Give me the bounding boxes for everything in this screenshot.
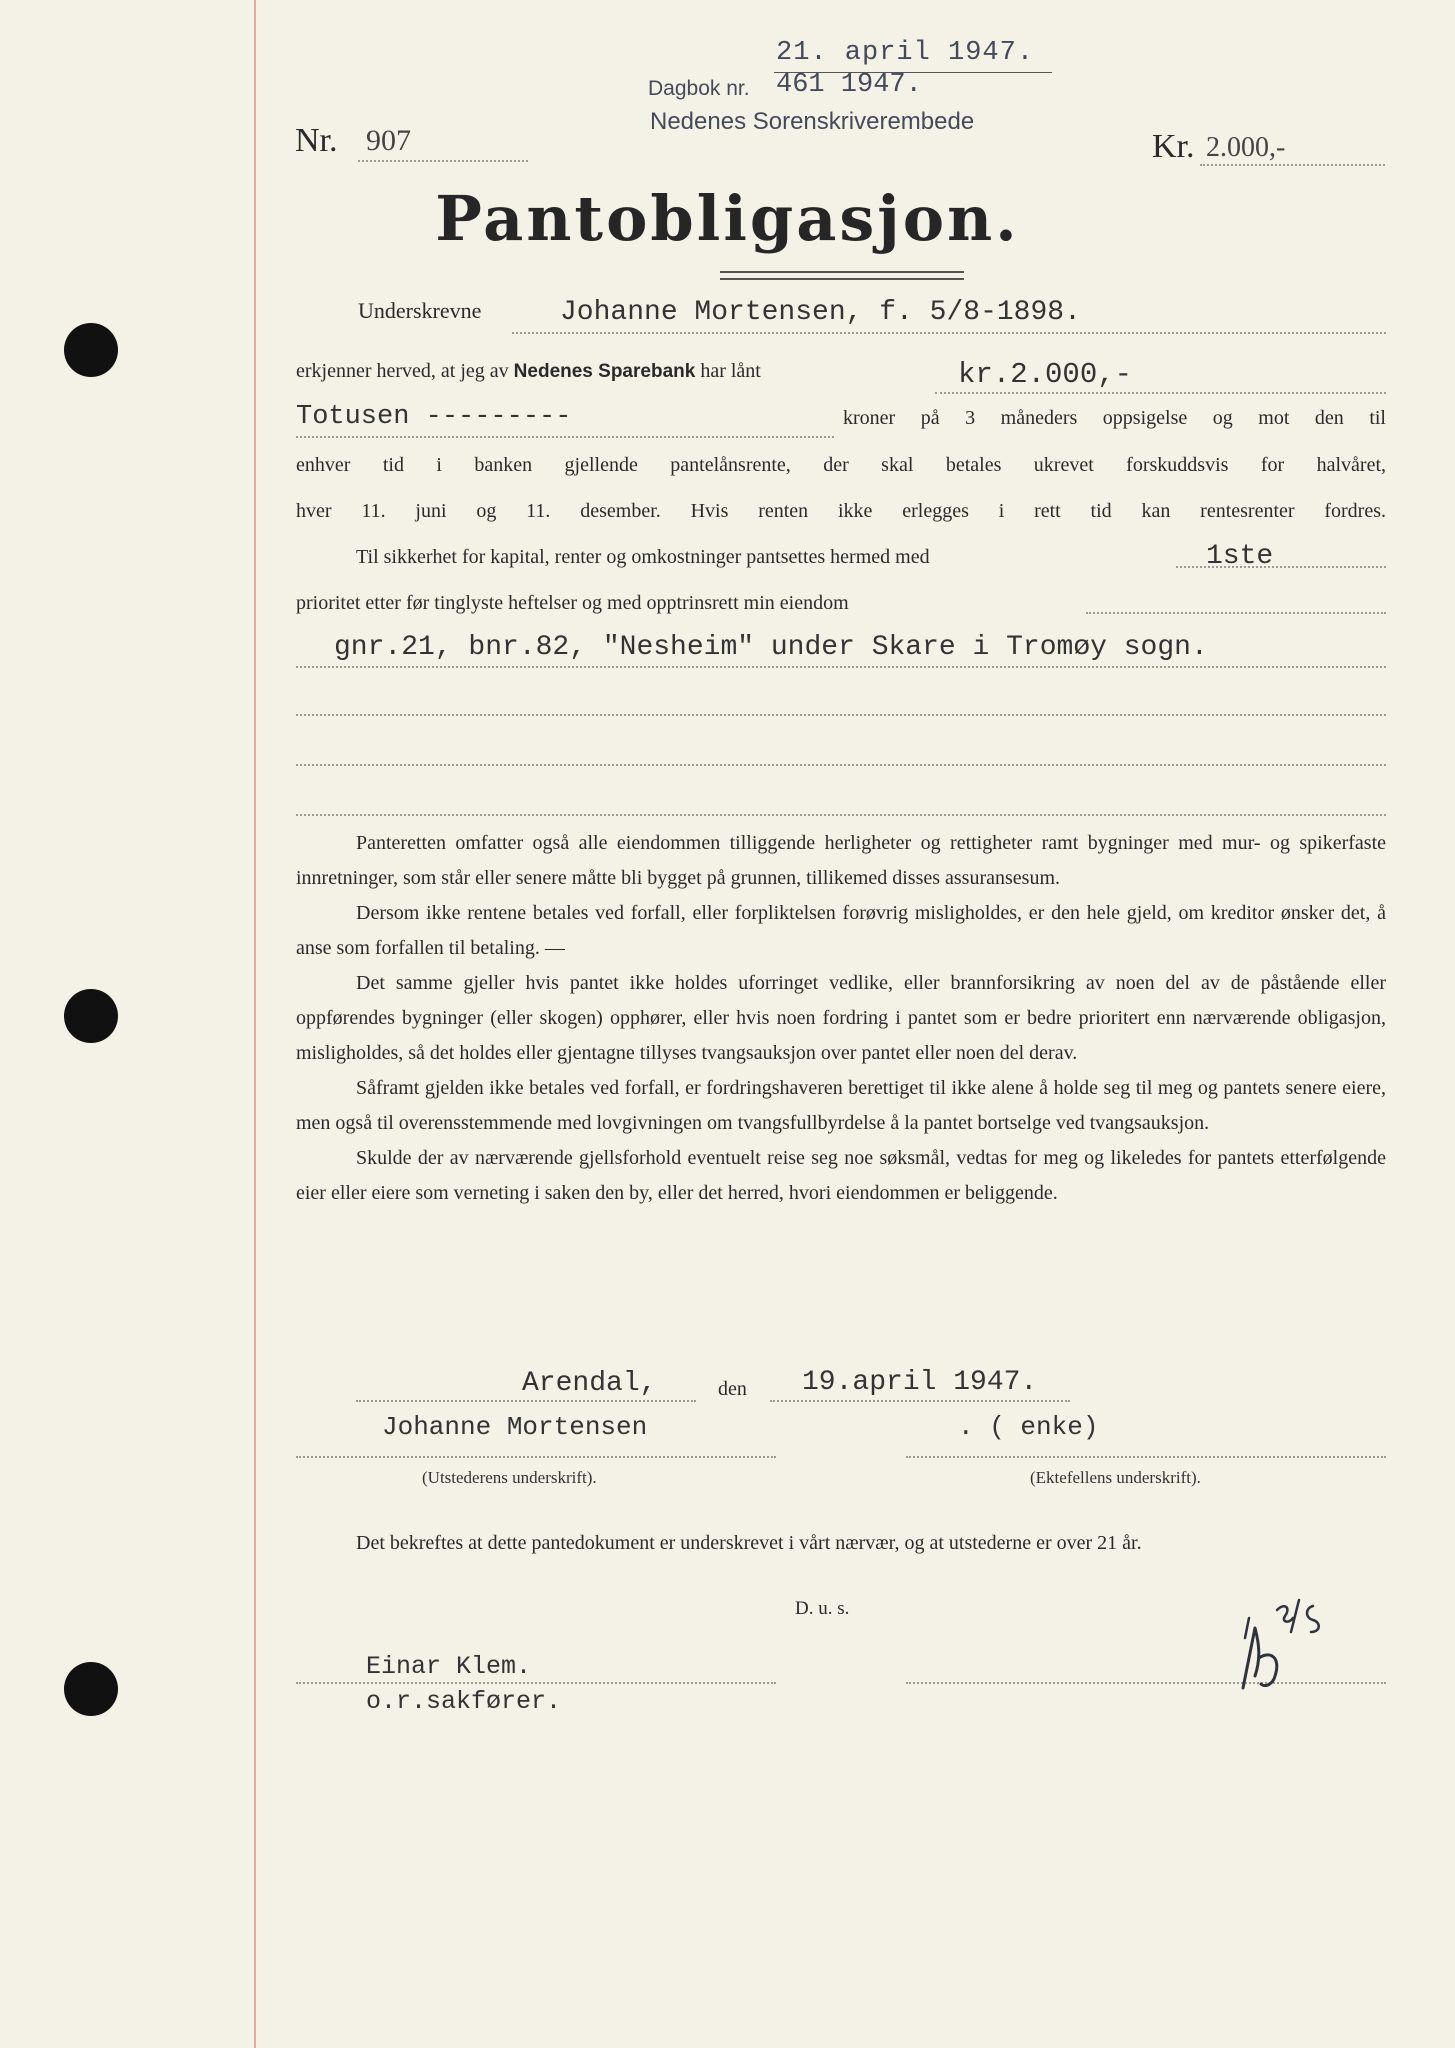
paragraph-2: Dersom ikke rentene betales ved forfall, eller forpliktelsen forøvrig misligholdes, er den hele gjeld, om kreditor ønsker det, å anse som forfallen til betaling. —	[296, 902, 1386, 959]
issuer-signature-line	[296, 1456, 776, 1458]
acknowledge-prefix: erkjenner herved, at jeg av	[296, 360, 509, 382]
title-rule-top	[720, 271, 964, 273]
priority-value: 1ste	[1206, 541, 1274, 572]
property-value: gnr.21, bnr.82, "Nesheim" under Skare i Tromøy sogn.	[334, 632, 1208, 663]
spouse-value: . ( enke)	[958, 1412, 1099, 1442]
terms-line-5: hver 11. juni og 11. desember. Hvis renten ikke erlegges i rett tid kan rentesrenter fordres.	[296, 500, 1386, 522]
stamp-dagbok-label: Dagbok nr.	[648, 77, 750, 100]
bank-name: Nedenes Sparebank	[513, 361, 696, 382]
priority-text-dotline	[1086, 612, 1386, 614]
stamp-office: Nedenes Sorenskriverembede	[650, 108, 975, 135]
title-rule-bottom	[720, 278, 964, 280]
witness-signature-line-left	[296, 1682, 776, 1684]
issuer-name: Johanne Mortensen	[382, 1412, 648, 1442]
undersigned-dotline	[512, 332, 1386, 334]
witness-dus: D. u. s.	[795, 1598, 850, 1619]
paragraph-3: Det samme gjeller hvis pantet ikke holdes uforringet vedlike, eller brannforsikring av noen del av de påstående eller oppførendes bygninger (eller skogen) opphører, eller hvis noen fordring i pantet som er bedre prioritert enn nærværende obligasjon, misligholdes, så det holdes eller gjentagne tillyses tvangsauksjon over pantet eller noen del derav.	[296, 972, 1386, 1064]
kr-label: Kr.	[1152, 128, 1195, 165]
nr-dotline	[358, 160, 528, 162]
stamp-date: 21. april 1947.	[776, 38, 1035, 68]
terms-line-end: kroner på 3 måneders oppsigelse og mot den til	[843, 407, 1386, 429]
priority-dotline	[1176, 566, 1386, 568]
spouse-caption: (Ektefellens underskrift).	[1030, 1468, 1201, 1487]
terms-paragraphs	[296, 826, 1386, 1211]
undersigned-value: Johanne Mortensen, f. 5/8-1898.	[560, 297, 1081, 328]
signing-date: 19.april 1947.	[802, 1367, 1038, 1398]
property-dotline-3	[296, 764, 1386, 766]
amount-dotline	[935, 392, 1386, 394]
acknowledge-text	[296, 360, 761, 383]
property-dotline-2	[296, 714, 1386, 716]
witness-name: Einar Klem.	[366, 1652, 532, 1681]
signing-den-label: den	[718, 1378, 747, 1400]
stamp-dagbok-value: 461 1947.	[776, 70, 922, 100]
terms-line-4: enhver tid i banken gjellende pantelånsrente, der skal betales ukrevet forskuddsvis for halvåret,	[296, 454, 1386, 476]
borrowed-text: har lånt	[700, 360, 761, 382]
document-title: Pantobligasjon.	[435, 182, 1020, 255]
signing-date-dotline	[770, 1400, 1070, 1402]
signing-place-dotline	[356, 1400, 696, 1402]
witness-text: Det bekreftes at dette pantedokument er underskrevet i vårt nærvær, og at utstederne er over 21 år.	[356, 1532, 1142, 1554]
paragraph-4: Såframt gjelden ikke betales ved forfall, er fordringshaveren berettiget til ikke alene å holde seg til meg og pantets senere eiere, men også til overensstemmende med lovgivningen om tvangsfullbyrdelse å la pantet bortselge ved tvangsauksjon.	[296, 1077, 1386, 1134]
witness-title: o.r.sakfører.	[366, 1687, 562, 1716]
spouse-signature-line	[906, 1456, 1386, 1458]
paragraph-5: Skulde der av nærværende gjellsforhold eventuelt reise seg noe søksmål, vedtas for meg og likeledes for pantets etterfølgende eier eller eiere som verneting i saken den by, eller det herred, hvori eiendommen er beliggende.	[296, 1147, 1386, 1204]
signing-place: Arendal,	[522, 1368, 657, 1399]
property-dotline-1	[296, 666, 1386, 668]
nr-value: 907	[366, 124, 411, 157]
issuer-caption: (Utstederens underskrift).	[422, 1468, 597, 1487]
kr-value: 2.000,-	[1206, 132, 1286, 163]
security-text: Til sikkerhet for kapital, renter og omkostninger pantsettes hermed med	[356, 546, 930, 568]
undersigned-label: Underskrevne	[358, 298, 482, 323]
paragraph-1: Panteretten omfatter også alle eiendommen tilliggende herligheter og rettigheter ramt bygninger med mur- og spikerfaste innretninger, som står eller senere måtte bli bygget på grunnen, tillikemed disses assuransesum.	[296, 832, 1386, 889]
kr-dotline	[1200, 164, 1385, 166]
property-dotline-4	[296, 814, 1386, 816]
margin-rule	[254, 0, 256, 2048]
priority-text: prioritet etter før tinglyste heftelser og med opptrinsrett min eiendom	[296, 592, 849, 614]
binder-hole-middle	[64, 989, 118, 1043]
nr-label: Nr.	[295, 122, 338, 159]
handwritten-initials-mark	[1225, 1588, 1345, 1718]
binder-hole-top	[64, 323, 118, 377]
amount-words-dotline	[296, 436, 834, 438]
amount-value: kr.2.000,-	[958, 358, 1133, 391]
amount-words: Totusen ---------	[296, 402, 572, 432]
binder-hole-bottom	[64, 1662, 118, 1716]
